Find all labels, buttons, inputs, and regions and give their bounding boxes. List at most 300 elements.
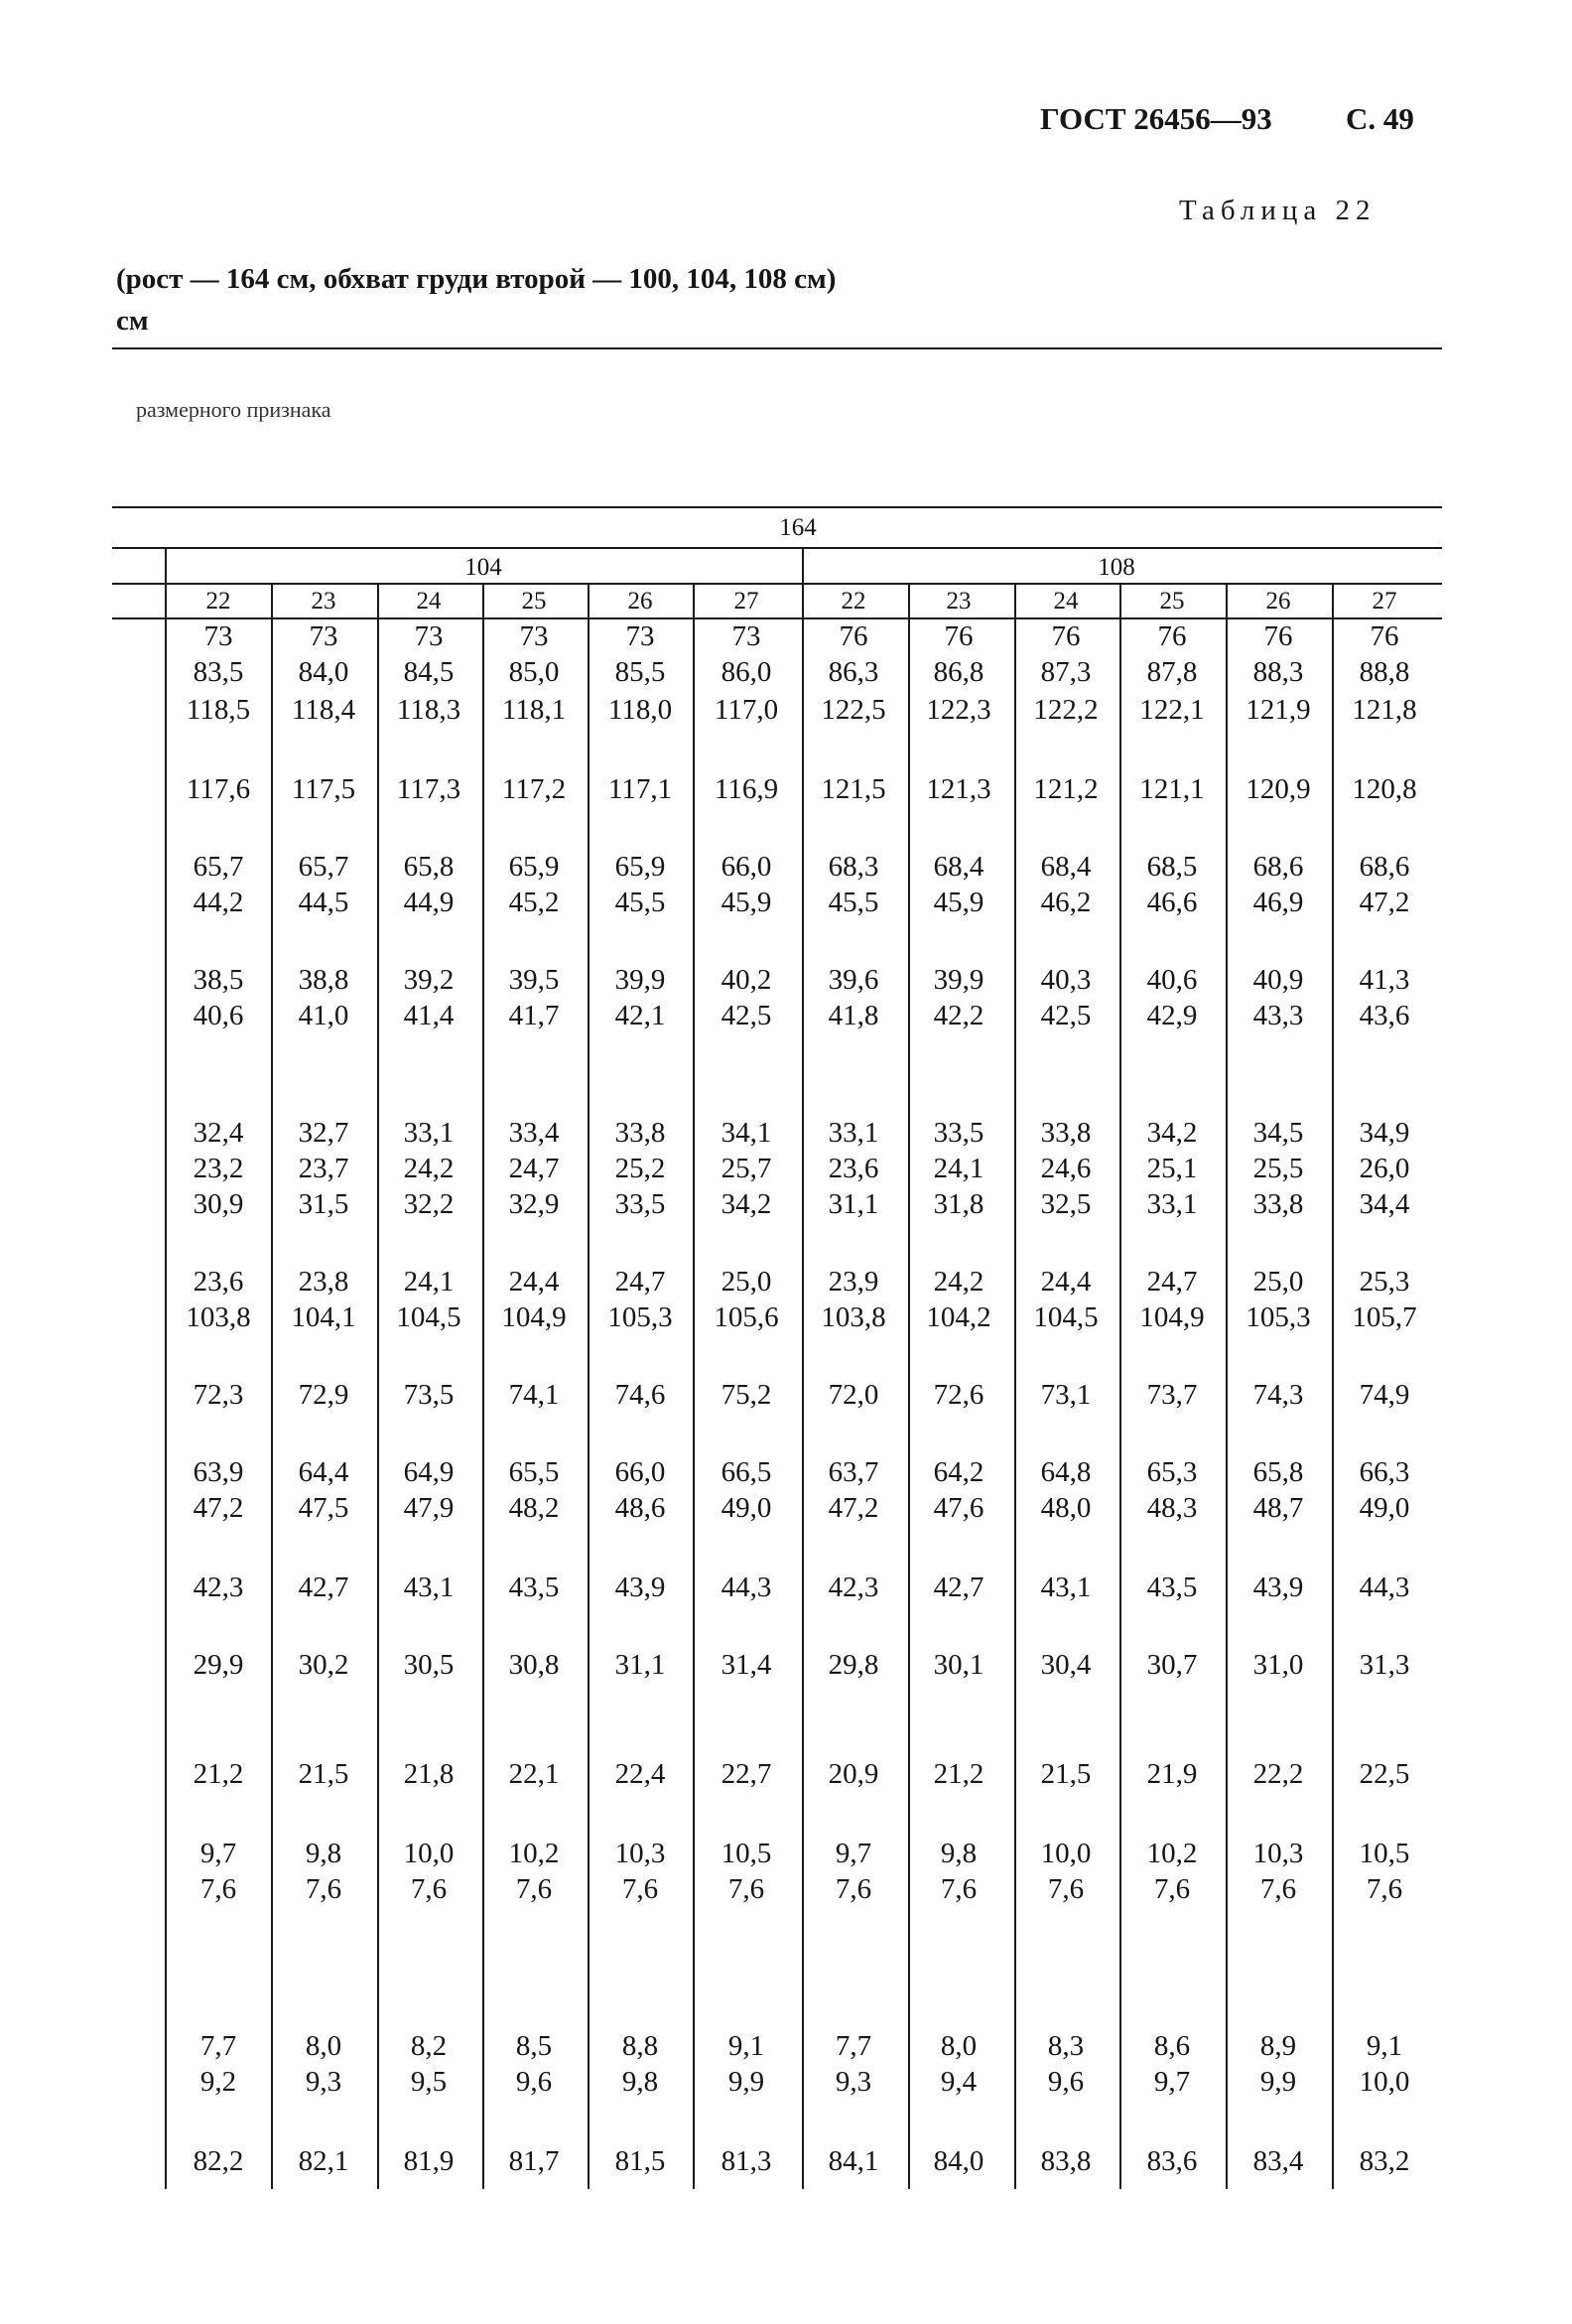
table-cell: 31,8: [933, 1188, 984, 1220]
table-cell: 47,2: [828, 1492, 879, 1524]
size-header-cell: 27: [733, 588, 759, 615]
table-cell: 33,5: [933, 1117, 984, 1149]
column-divider: [1332, 583, 1334, 2189]
table-cell: 85,5: [614, 656, 666, 688]
table-cell: 34,9: [1359, 1117, 1410, 1149]
table-cell: 76: [839, 620, 868, 652]
table-cell: 104,1: [291, 1301, 356, 1333]
table-cell: 66,0: [720, 851, 772, 883]
table-cell: 46,2: [1040, 887, 1092, 918]
table-cell: 30,4: [1040, 1649, 1092, 1681]
table-cell: 48,7: [1252, 1492, 1304, 1524]
table-cell: 65,7: [193, 851, 244, 883]
page-number: С. 49: [1346, 101, 1414, 136]
table-cell: 31,4: [720, 1649, 772, 1681]
table-cell: 68,4: [1040, 851, 1092, 883]
table-cell: 31,1: [614, 1649, 666, 1681]
table-cell: 65,9: [508, 851, 560, 883]
table-cell: 117,6: [186, 773, 251, 805]
table-cell: 7,6: [621, 1873, 659, 1905]
table-cell: 64,8: [1040, 1456, 1092, 1488]
table-cell: 9,9: [1259, 2066, 1297, 2098]
table-cell: 73,5: [403, 1379, 455, 1411]
table-cell: 117,2: [501, 773, 567, 805]
table-cell: 121,9: [1245, 694, 1311, 726]
chest-group-header-104: 104: [464, 554, 502, 581]
table-cell: 81,9: [403, 2145, 455, 2177]
table-cell: 43,1: [1040, 1572, 1092, 1603]
table-cell: 9,8: [940, 1838, 978, 1869]
table-cell: 7,6: [515, 1873, 553, 1905]
table-cell: 8,3: [1047, 2030, 1085, 2062]
column-divider: [1226, 583, 1228, 2189]
table-cell: 40,2: [720, 964, 772, 996]
table-label: Таблица 22: [1179, 195, 1376, 226]
table-cell: 21,2: [193, 1758, 244, 1790]
table-cell: 10,5: [720, 1838, 772, 1869]
table-cell: 21,5: [1040, 1758, 1092, 1790]
table-cell: 30,7: [1146, 1649, 1198, 1681]
table-cell: 42,3: [828, 1572, 879, 1603]
table-cell: 117,5: [291, 773, 356, 805]
table-cell: 42,9: [1146, 1000, 1198, 1031]
table-cell: 64,9: [403, 1456, 455, 1488]
table-caption: (рост — 164 см, обхват груди второй — 100, 104, 108 см): [116, 263, 837, 295]
table-cell: 39,9: [614, 964, 666, 996]
table-cell: 65,7: [298, 851, 349, 883]
table-cell: 9,6: [1047, 2066, 1085, 2098]
table-cell: 41,8: [828, 1000, 879, 1031]
table-cell: 84,5: [403, 656, 455, 688]
table-cell: 73: [519, 620, 549, 652]
table-cell: 7,6: [835, 1873, 872, 1905]
table-cell: 86,0: [720, 656, 772, 688]
table-cell: 10,3: [1252, 1838, 1304, 1869]
table-cell: 117,3: [396, 773, 461, 805]
table-cell: 72,6: [933, 1379, 984, 1411]
table-cell: 40,6: [193, 1000, 244, 1031]
table-cell: 47,2: [193, 1492, 244, 1524]
table-cell: 24,4: [1040, 1266, 1092, 1298]
table-cell: 30,1: [933, 1649, 984, 1681]
table-cell: 44,5: [298, 887, 349, 918]
table-cell: 23,2: [193, 1153, 244, 1184]
size-header-cell: 25: [1159, 588, 1185, 615]
table-cell: 33,1: [1146, 1188, 1198, 1220]
table-cell: 10,2: [508, 1838, 560, 1869]
table-cell: 42,7: [298, 1572, 349, 1603]
table-cell: 68,4: [933, 851, 984, 883]
table-cell: 8,0: [305, 2030, 342, 2062]
table-cell: 25,2: [614, 1153, 666, 1184]
table-cell: 33,5: [614, 1188, 666, 1220]
table-cell: 103,8: [821, 1301, 886, 1333]
table-cell: 24,2: [403, 1153, 455, 1184]
table-cell: 73: [203, 620, 233, 652]
table-cell: 122,5: [821, 694, 886, 726]
table-cell: 116,9: [714, 773, 779, 805]
table-cell: 43,6: [1359, 1000, 1410, 1031]
table-cell: 34,1: [720, 1117, 772, 1149]
table-cell: 75,2: [720, 1379, 772, 1411]
table-cell: 87,8: [1146, 656, 1198, 688]
table-cell: 25,7: [720, 1153, 772, 1184]
table-cell: 104,2: [926, 1301, 991, 1333]
table-cell: 65,8: [1252, 1456, 1304, 1488]
table-cell: 33,1: [403, 1117, 455, 1149]
table-cell: 118,1: [501, 694, 567, 726]
table-cell: 31,5: [298, 1188, 349, 1220]
group-header-rule: [112, 583, 1442, 585]
table-cell: 34,4: [1359, 1188, 1410, 1220]
table-cell: 45,2: [508, 887, 560, 918]
table-cell: 104,5: [1033, 1301, 1099, 1333]
table-cell: 44,3: [720, 1572, 772, 1603]
table-cell: 32,4: [193, 1117, 244, 1149]
table-cell: 66,0: [614, 1456, 666, 1488]
unit-label: см: [116, 305, 149, 337]
table-cell: 73,7: [1146, 1379, 1198, 1411]
table-cell: 117,0: [714, 694, 779, 726]
table-cell: 44,9: [403, 887, 455, 918]
table-cell: 7,6: [940, 1873, 978, 1905]
table-cell: 29,9: [193, 1649, 244, 1681]
table-cell: 23,9: [828, 1266, 879, 1298]
table-cell: 76: [1370, 620, 1399, 652]
table-cell: 24,4: [508, 1266, 560, 1298]
table-cell: 121,2: [1033, 773, 1099, 805]
table-cell: 10,5: [1359, 1838, 1410, 1869]
table-cell: 21,8: [403, 1758, 455, 1790]
table-cell: 122,1: [1139, 694, 1205, 726]
table-cell: 65,5: [508, 1456, 560, 1488]
table-cell: 24,7: [508, 1153, 560, 1184]
table-cell: 39,9: [933, 964, 984, 996]
table-cell: 25,5: [1252, 1153, 1304, 1184]
table-cell: 88,3: [1252, 656, 1304, 688]
table-cell: 33,4: [508, 1117, 560, 1149]
table-cell: 72,9: [298, 1379, 349, 1411]
table-cell: 32,5: [1040, 1188, 1092, 1220]
size-header-cell: 26: [1265, 588, 1291, 615]
column-subtitle: размерного признака: [136, 397, 331, 422]
height-header: 164: [779, 514, 817, 541]
table-cell: 121,5: [821, 773, 886, 805]
table-cell: 7,7: [835, 2030, 872, 2062]
table-cell: 9,7: [199, 1838, 237, 1869]
table-cell: 68,6: [1252, 851, 1304, 883]
table-cell: 64,2: [933, 1456, 984, 1488]
table-cell: 84,1: [828, 2145, 879, 2177]
table-cell: 40,6: [1146, 964, 1198, 996]
size-header-cell: 24: [416, 588, 442, 615]
table-cell: 9,3: [835, 2066, 872, 2098]
table-cell: 65,8: [403, 851, 455, 883]
table-cell: 43,1: [403, 1572, 455, 1603]
table-cell: 46,6: [1146, 887, 1198, 918]
table-cell: 29,8: [828, 1649, 879, 1681]
table-cell: 9,8: [305, 1838, 342, 1869]
table-cell: 32,9: [508, 1188, 560, 1220]
table-cell: 24,2: [933, 1266, 984, 1298]
table-cell: 82,1: [298, 2145, 349, 2177]
table-cell: 7,7: [199, 2030, 237, 2062]
table-cell: 22,4: [614, 1758, 666, 1790]
table-cell: 118,5: [186, 694, 251, 726]
table-cell: 105,3: [1245, 1301, 1311, 1333]
table-cell: 9,3: [305, 2066, 342, 2098]
table-cell: 122,3: [926, 694, 991, 726]
table-cell: 81,5: [614, 2145, 666, 2177]
table-cell: 45,9: [720, 887, 772, 918]
table-cell: 9,4: [940, 2066, 978, 2098]
table-cell: 24,7: [1146, 1266, 1198, 1298]
table-cell: 25,1: [1146, 1153, 1198, 1184]
table-cell: 10,0: [403, 1838, 455, 1869]
table-cell: 24,1: [403, 1266, 455, 1298]
table-cell: 42,5: [1040, 1000, 1092, 1031]
table-cell: 41,3: [1359, 964, 1410, 996]
column-divider: [165, 547, 167, 2189]
table-cell: 8,8: [621, 2030, 659, 2062]
table-cell: 45,5: [828, 887, 879, 918]
column-divider: [271, 583, 273, 2189]
table-cell: 104,9: [1139, 1301, 1205, 1333]
table-cell: 49,0: [1359, 1492, 1410, 1524]
table-cell: 9,7: [1153, 2066, 1191, 2098]
table-cell: 42,1: [614, 1000, 666, 1031]
table-cell: 118,0: [607, 694, 673, 726]
table-cell: 25,3: [1359, 1266, 1410, 1298]
table-cell: 40,9: [1252, 964, 1304, 996]
table-cell: 84,0: [298, 656, 349, 688]
table-cell: 66,5: [720, 1456, 772, 1488]
table-cell: 7,6: [1047, 1873, 1085, 1905]
table-cell: 104,9: [501, 1301, 567, 1333]
table-cell: 30,5: [403, 1649, 455, 1681]
table-cell: 41,7: [508, 1000, 560, 1031]
table-cell: 31,1: [828, 1188, 879, 1220]
table-cell: 64,4: [298, 1456, 349, 1488]
table-cell: 30,9: [193, 1188, 244, 1220]
table-cell: 76: [1263, 620, 1293, 652]
table-cell: 9,6: [515, 2066, 553, 2098]
table-cell: 43,9: [1252, 1572, 1304, 1603]
table-cell: 8,0: [940, 2030, 978, 2062]
table-cell: 33,8: [614, 1117, 666, 1149]
table-cell: 7,6: [1366, 1873, 1403, 1905]
table-cell: 32,7: [298, 1117, 349, 1149]
table-cell: 22,7: [720, 1758, 772, 1790]
table-cell: 8,5: [515, 2030, 553, 2062]
table-cell: 38,8: [298, 964, 349, 996]
table-cell: 7,6: [305, 1873, 342, 1905]
table-cell: 9,1: [727, 2030, 765, 2062]
table-cell: 120,9: [1245, 773, 1311, 805]
table-cell: 22,2: [1252, 1758, 1304, 1790]
table-cell: 34,2: [720, 1188, 772, 1220]
table-cell: 33,1: [828, 1117, 879, 1149]
table-cell: 81,7: [508, 2145, 560, 2177]
table-cell: 25,0: [720, 1266, 772, 1298]
table-cell: 23,7: [298, 1153, 349, 1184]
table-cell: 10,0: [1359, 2066, 1410, 2098]
table-cell: 10,3: [614, 1838, 666, 1869]
table-cell: 23,8: [298, 1266, 349, 1298]
table-cell: 47,2: [1359, 887, 1410, 918]
table-cell: 118,3: [396, 694, 461, 726]
table-cell: 44,2: [193, 887, 244, 918]
table-cell: 121,3: [926, 773, 991, 805]
table-cell: 63,9: [193, 1456, 244, 1488]
table-cell: 105,7: [1352, 1301, 1417, 1333]
table-cell: 76: [1051, 620, 1081, 652]
table-cell: 9,8: [621, 2066, 659, 2098]
table-cell: 104,5: [396, 1301, 461, 1333]
table-cell: 83,5: [193, 656, 244, 688]
table-cell: 84,0: [933, 2145, 984, 2177]
table-cell: 105,6: [714, 1301, 779, 1333]
table-cell: 38,5: [193, 964, 244, 996]
table-cell: 9,1: [1366, 2030, 1403, 2062]
table-cell: 23,6: [193, 1266, 244, 1298]
size-header-cell: 23: [311, 588, 336, 615]
table-cell: 82,2: [193, 2145, 244, 2177]
table-cell: 9,7: [835, 1838, 872, 1869]
table-cell: 73,1: [1040, 1379, 1092, 1411]
table-cell: 22,1: [508, 1758, 560, 1790]
table-cell: 81,3: [720, 2145, 772, 2177]
table-cell: 7,6: [1259, 1873, 1297, 1905]
table-cell: 47,5: [298, 1492, 349, 1524]
table-cell: 31,3: [1359, 1649, 1410, 1681]
column-divider: [1119, 583, 1121, 2189]
table-cell: 39,2: [403, 964, 455, 996]
table-cell: 10,2: [1146, 1838, 1198, 1869]
table-cell: 86,3: [828, 656, 879, 688]
table-cell: 73: [414, 620, 444, 652]
table-cell: 9,5: [410, 2066, 448, 2098]
table-cell: 39,5: [508, 964, 560, 996]
table-cell: 30,8: [508, 1649, 560, 1681]
table-cell: 72,0: [828, 1379, 879, 1411]
table-cell: 46,9: [1252, 887, 1304, 918]
table-cell: 76: [1157, 620, 1187, 652]
table-cell: 74,3: [1252, 1379, 1304, 1411]
table-cell: 83,6: [1146, 2145, 1198, 2177]
table-cell: 117,1: [607, 773, 673, 805]
table-cell: 43,5: [508, 1572, 560, 1603]
table-cell: 23,6: [828, 1153, 879, 1184]
column-divider: [588, 583, 590, 2189]
table-cell: 73: [625, 620, 655, 652]
column-divider: [693, 583, 695, 2189]
table-cell: 68,3: [828, 851, 879, 883]
table-cell: 65,3: [1146, 1456, 1198, 1488]
table-cell: 48,6: [614, 1492, 666, 1524]
table-cell: 68,5: [1146, 851, 1198, 883]
table-cell: 43,9: [614, 1572, 666, 1603]
table-cell: 118,4: [291, 694, 356, 726]
table-cell: 83,2: [1359, 2145, 1410, 2177]
table-cell: 73: [309, 620, 338, 652]
table-cell: 83,4: [1252, 2145, 1304, 2177]
table-cell: 48,0: [1040, 1492, 1092, 1524]
table-cell: 41,0: [298, 1000, 349, 1031]
table-cell: 45,5: [614, 887, 666, 918]
table-cell: 83,8: [1040, 2145, 1092, 2177]
table-cell: 24,6: [1040, 1153, 1092, 1184]
table-cell: 34,5: [1252, 1117, 1304, 1149]
table-cell: 48,2: [508, 1492, 560, 1524]
table-cell: 24,7: [614, 1266, 666, 1298]
height-header-rule: [112, 547, 1442, 549]
table-cell: 41,4: [403, 1000, 455, 1031]
table-cell: 26,0: [1359, 1153, 1410, 1184]
table-cell: 43,3: [1252, 1000, 1304, 1031]
size-header-cell: 23: [946, 588, 972, 615]
table-cell: 45,9: [933, 887, 984, 918]
chest-group-header-108: 108: [1098, 554, 1135, 581]
table-cell: 121,8: [1352, 694, 1417, 726]
table-cell: 88,8: [1359, 656, 1410, 688]
table-cell: 8,9: [1259, 2030, 1297, 2062]
table-cell: 7,6: [199, 1873, 237, 1905]
size-header-cell: 22: [205, 588, 231, 615]
table-cell: 8,6: [1153, 2030, 1191, 2062]
table-cell: 22,5: [1359, 1758, 1410, 1790]
table-cell: 76: [944, 620, 974, 652]
table-cell: 24,1: [933, 1153, 984, 1184]
table-cell: 7,6: [727, 1873, 765, 1905]
table-cell: 42,7: [933, 1572, 984, 1603]
table-cell: 9,9: [727, 2066, 765, 2098]
table-cell: 49,0: [720, 1492, 772, 1524]
table-cell: 9,2: [199, 2066, 237, 2098]
standard-number: ГОСТ 26456—93: [1040, 101, 1272, 136]
table-cell: 74,9: [1359, 1379, 1410, 1411]
size-header-cell: 24: [1053, 588, 1079, 615]
table-cell: 85,0: [508, 656, 560, 688]
table-cell: 73: [731, 620, 761, 652]
table-cell: 33,8: [1040, 1117, 1092, 1149]
table-cell: 121,1: [1139, 773, 1205, 805]
table-cell: 32,2: [403, 1188, 455, 1220]
table-cell: 120,8: [1352, 773, 1417, 805]
table-cell: 33,8: [1252, 1188, 1304, 1220]
table-cell: 42,2: [933, 1000, 984, 1031]
table-cell: 66,3: [1359, 1456, 1410, 1488]
table-cell: 74,6: [614, 1379, 666, 1411]
table-cell: 8,2: [410, 2030, 448, 2062]
table-top-rule: [112, 506, 1442, 508]
table-cell: 47,6: [933, 1492, 984, 1524]
size-header-cell: 27: [1372, 588, 1397, 615]
size-header-cell: 22: [841, 588, 866, 615]
table-cell: 34,2: [1146, 1117, 1198, 1149]
table-cell: 72,3: [193, 1379, 244, 1411]
table-cell: 40,3: [1040, 964, 1092, 996]
table-cell: 42,5: [720, 1000, 772, 1031]
table-cell: 30,2: [298, 1649, 349, 1681]
table-cell: 10,0: [1040, 1838, 1092, 1869]
table-cell: 74,1: [508, 1379, 560, 1411]
table-cell: 25,0: [1252, 1266, 1304, 1298]
table-cell: 21,2: [933, 1758, 984, 1790]
table-cell: 7,6: [410, 1873, 448, 1905]
table-cell: 87,3: [1040, 656, 1092, 688]
table-cell: 86,8: [933, 656, 984, 688]
